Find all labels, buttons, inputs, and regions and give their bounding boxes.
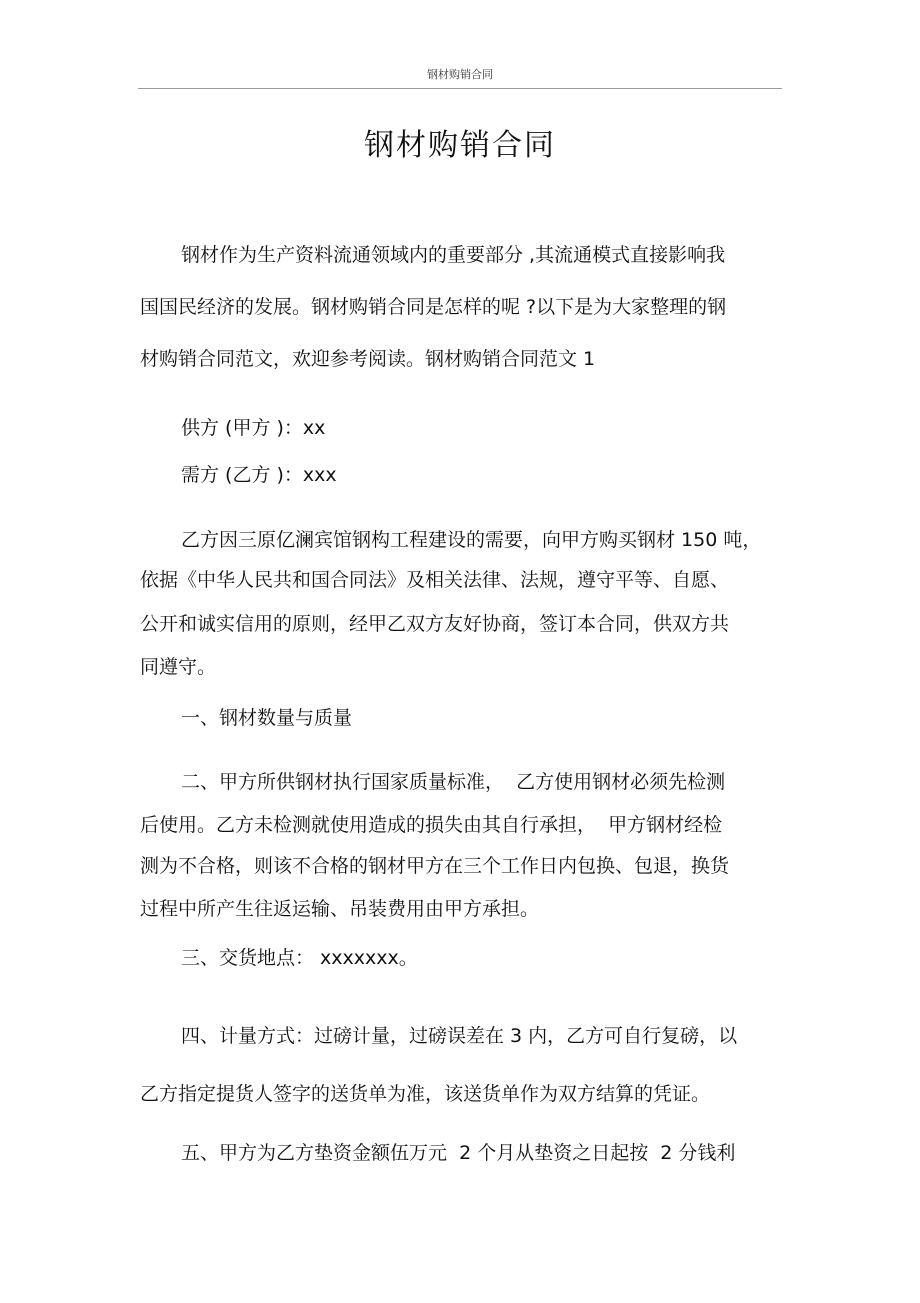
paragraph-line: 测为不合格，则该不合格的钢材甲方在三个工作日内包换、包退，换货	[140, 855, 730, 877]
paragraph-line: 依据《中华人民共和国合同法》及相关法律、法规，遵守平等、自愿、	[140, 569, 730, 591]
document-title: 钢材购销合同	[364, 128, 556, 163]
paragraph-line: 五、甲方为乙方垫资金额伍万元 2 个月从垫资之日起按 2 分钱利	[181, 1142, 736, 1164]
section-heading: 一、钢材数量与质量	[181, 707, 353, 729]
paragraph-line: 四、计量方式：过磅计量，过磅误差在 3 内，乙方可自行复磅，以	[181, 1025, 738, 1047]
paragraph-line: 公开和诚实信用的原则，经甲乙双方友好协商，签订本合同，供双方共	[140, 613, 730, 635]
running-header: 钢材购销合同	[427, 68, 493, 81]
supplier-line: 供方 (甲方 )：xx	[181, 417, 326, 439]
paragraph-line: 钢材作为生产资料流通领域内的重要部分 ,其流通模式直接影响我	[181, 244, 726, 266]
paragraph-line: 过程中所产生往返运输、吊装费用由甲方承担。	[140, 898, 540, 920]
header-rule	[138, 88, 782, 89]
paragraph-line: 国国民经济的发展。钢材购销合同是怎样的呢 ?以下是为大家整理的钢	[140, 296, 727, 318]
paragraph-line: 后使用。乙方未检测就使用造成的损失由其自行承担， 甲方钢材经检	[140, 814, 723, 836]
section-heading: 三、交货地点： xxxxxxx。	[181, 947, 418, 969]
paragraph-line: 同遵守。	[140, 656, 217, 678]
paragraph-line: 乙方指定提货人签字的送货单为准，该送货单作为双方结算的凭证。	[140, 1083, 711, 1105]
paragraph-line: 乙方因三原亿澜宾馆钢构工程建设的需要，向甲方购买钢材 150 吨，	[181, 529, 762, 551]
paragraph-line: 二、甲方所供钢材执行国家质量标准， 乙方使用钢材必须先检测	[181, 771, 726, 793]
buyer-line: 需方 (乙方 )：xxx	[181, 464, 337, 486]
paragraph-line: 材购销合同范文，欢迎参考阅读。钢材购销合同范文 1	[140, 348, 596, 370]
